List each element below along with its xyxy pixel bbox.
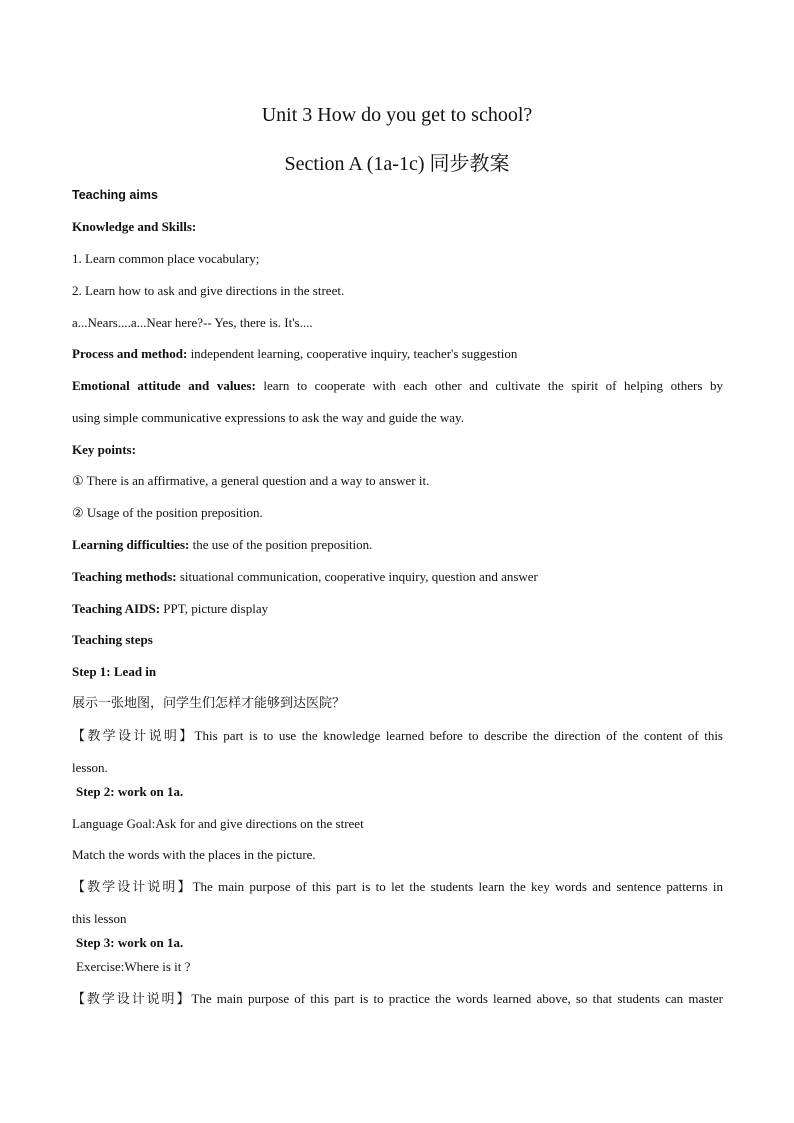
document-title: Unit 3 How do you get to school?	[261, 104, 533, 126]
step3-exercise: Exercise:Where is it ?	[76, 959, 191, 974]
knowledge-heading: Knowledge and Skills:	[72, 219, 197, 234]
emotional-line-1: Emotional attitude and values: learn to cooperate with each other and cultivate the spirit of helping others by	[72, 378, 723, 393]
step2-match: Match the words with the places in the picture.	[72, 847, 316, 862]
learning-difficulties-line: Learning difficulties: the use of the position preposition.	[72, 537, 373, 552]
knowledge-item-example: a...Nears....a...Near here?-- Yes, there is. It's....	[72, 315, 313, 330]
teaching-methods-line: Teaching methods: situational communication, cooperative inquiry, question and answer	[72, 569, 538, 584]
process-method-line: Process and method: independent learning, cooperative inquiry, teacher's suggestion	[72, 346, 518, 361]
key-points-heading: Key points:	[72, 442, 136, 457]
teaching-aims-heading: Teaching aims	[72, 188, 158, 202]
key-point-item-2: ② Usage of the position preposition.	[72, 505, 263, 520]
emotional-line-2: using simple communicative expressions to ask the way and guide the way.	[72, 410, 464, 425]
document-subtitle: Section A (1a-1c) 同步教案	[284, 153, 510, 175]
knowledge-item-2: 2. Learn how to ask and give directions in the street.	[72, 283, 345, 298]
knowledge-item-1: 1. Learn common place vocabulary;	[72, 251, 260, 266]
step2-note-line-2: this lesson	[72, 911, 127, 926]
step3-heading: Step 3: work on 1a.	[76, 935, 184, 950]
teaching-aids-line: Teaching AIDS: PPT, picture display	[72, 601, 269, 616]
step1-heading: Step 1: Lead in	[72, 664, 157, 679]
step2-note-line-1: 【教学设计说明】The main purpose of this part is to let the students learn the key words and sentence patterns in	[72, 879, 723, 895]
step1-cn-text: 展示一张地图，问学生们怎样才能够到达医院？	[72, 696, 346, 711]
step2-heading: Step 2: work on 1a.	[76, 784, 184, 799]
key-point-item-1: ① There is an affirmative, a general question and a way to answer it.	[72, 473, 430, 488]
step1-note-line-2: lesson.	[72, 760, 108, 775]
step2-goal: Language Goal:Ask for and give directions on the street	[72, 816, 364, 831]
step1-note-line-1: 【教学设计说明】This part is to use the knowledge learned before to describe the direction of the content of this	[72, 728, 723, 744]
step3-note-line-1: 【教学设计说明】The main purpose of this part is to practice the words learned above, so that students can master	[72, 991, 723, 1007]
teaching-steps-heading: Teaching steps	[72, 632, 153, 647]
